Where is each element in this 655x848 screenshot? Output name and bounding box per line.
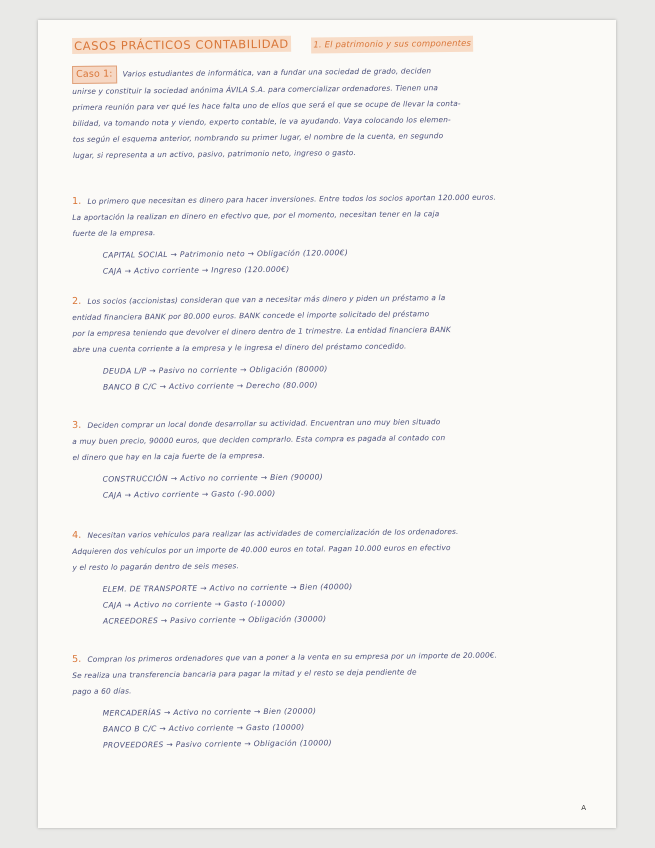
account-entry: CONSTRUCCIÓN → Activo no corriente → Bien (90000): [102, 472, 324, 484]
item-number: 3.: [72, 419, 82, 431]
item-line: el dinero que hay en la caja fuerte de la empresa.: [72, 450, 265, 462]
page-subtitle: 1. El patrimonio y sus componentes: [311, 36, 473, 54]
caso-line: bilidad, va tomando nota y viendo, experto contable, le va ayudando. Vaya colocando los elemen-: [72, 115, 451, 128]
header: [72, 32, 612, 56]
account-entry: CAPITAL SOCIAL → Patrimonio neto → Obligación (120.000€): [102, 248, 349, 260]
item-line: por la empresa teniendo que devolver el dinero dentro de 1 trimestre. La entidad financiera BANK: [72, 325, 451, 338]
caso-line: Varios estudiantes de informática, van a fundar una sociedad de grado, deciden: [122, 66, 432, 79]
caso-intro: [72, 60, 603, 164]
caso-line: unirse y constituir la sociedad anónima ÁVILA S.A. para comercializar ordenadores. Tienen una: [72, 83, 439, 96]
item-line: a muy buen precio, 90000 euros, que deciden comprarlo. Esta compra es pagada al contado con: [72, 433, 446, 446]
account-entry: BANCO B C/C → Activo corriente → Gasto (10000): [102, 722, 305, 734]
item-3: [72, 412, 603, 504]
account-entry: CAJA → Activo corriente → Ingreso (120.000€): [102, 264, 290, 276]
item-number: 1.: [72, 195, 82, 207]
item-line: Adquieren dos vehículos por un importe de 40.000 euros en total. Pagan 10.000 euros en efectivo: [72, 543, 451, 556]
account-entry: PROVEEDORES → Pasivo corriente → Obligación (10000): [102, 738, 332, 750]
page-number: A: [581, 804, 586, 812]
item-line: Se realiza una transferencia bancaria para pagar la mitad y el resto se deja pendiente de: [72, 667, 417, 680]
item-5: [72, 646, 603, 754]
account-entry: MERCADERÍAS → Activo no corriente → Bien (20000): [102, 706, 317, 718]
item-line: pago a 60 días.: [72, 686, 132, 696]
account-entry: CAJA → Activo corriente → Gasto (-90.000): [102, 488, 276, 500]
item-line: y el resto lo pagarán dentro de seis meses.: [72, 561, 240, 572]
item-line: abre una cuenta corriente a la empresa y le ingresa el dinero del préstamo concedido.: [72, 341, 407, 354]
item-number: 2.: [72, 295, 82, 307]
item-line: Lo primero que necesitan es dinero para hacer inversiones. Entre todos los socios aportan 120.000 euros.: [87, 192, 497, 206]
account-entry: CAJA → Activo no corriente → Gasto (-10000): [102, 598, 286, 610]
account-entry: ACREEDORES → Pasivo corriente → Obligación (30000): [102, 614, 327, 626]
caso-line: tos según el esquema anterior, nombrando su primer lugar, el nombre de la cuenta, en segundo: [72, 131, 444, 144]
account-entry: ELEM. DE TRANSPORTE → Activo no corriente → Bien (40000): [102, 582, 353, 594]
item-line: Los socios (accionistas) consideran que van a necesitar más dinero y piden un préstamo a la: [87, 293, 446, 306]
item-line: Compran los primeros ordenadores que van a poner a la venta en su empresa por un importe de 20.000€.: [87, 650, 498, 664]
item-line: La aportación la realizan en dinero en efectivo que, por el momento, necesitan tener en la caja: [72, 209, 440, 222]
item-line: fuerte de la empresa.: [72, 228, 156, 238]
caso-label: Caso 1:: [72, 66, 117, 84]
account-entry: DEUDA L/P → Pasivo no corriente → Obligación (80000): [102, 364, 328, 376]
item-number: 4.: [72, 529, 82, 541]
item-1: [72, 188, 603, 280]
item-line: Deciden comprar un local donde desarrollar su actividad. Encuentran uno muy bien situado: [87, 417, 441, 430]
item-2: [72, 288, 603, 396]
item-line: Necesitan varios vehículos para realizar las actividades de comercialización de los ordenadores.: [87, 526, 459, 540]
page-title: CASOS PRÁCTICOS CONTABILIDAD: [72, 36, 291, 54]
caso-line: lugar, si representa a un activo, pasivo, patrimonio neto, ingreso o gasto.: [72, 148, 357, 160]
item-number: 5.: [72, 653, 82, 665]
notebook-page: [38, 20, 616, 828]
item-4: [72, 522, 603, 630]
item-line: entidad financiera BANK por 80.000 euros. BANK concede el importe solicitado del préstamo: [72, 309, 430, 322]
caso-line: primera reunión para ver qué les hace falta uno de ellos que será el que se ocupe de llevar la conta-: [72, 98, 461, 112]
account-entry: BANCO B C/C → Activo corriente → Derecho (80.000): [102, 380, 318, 392]
